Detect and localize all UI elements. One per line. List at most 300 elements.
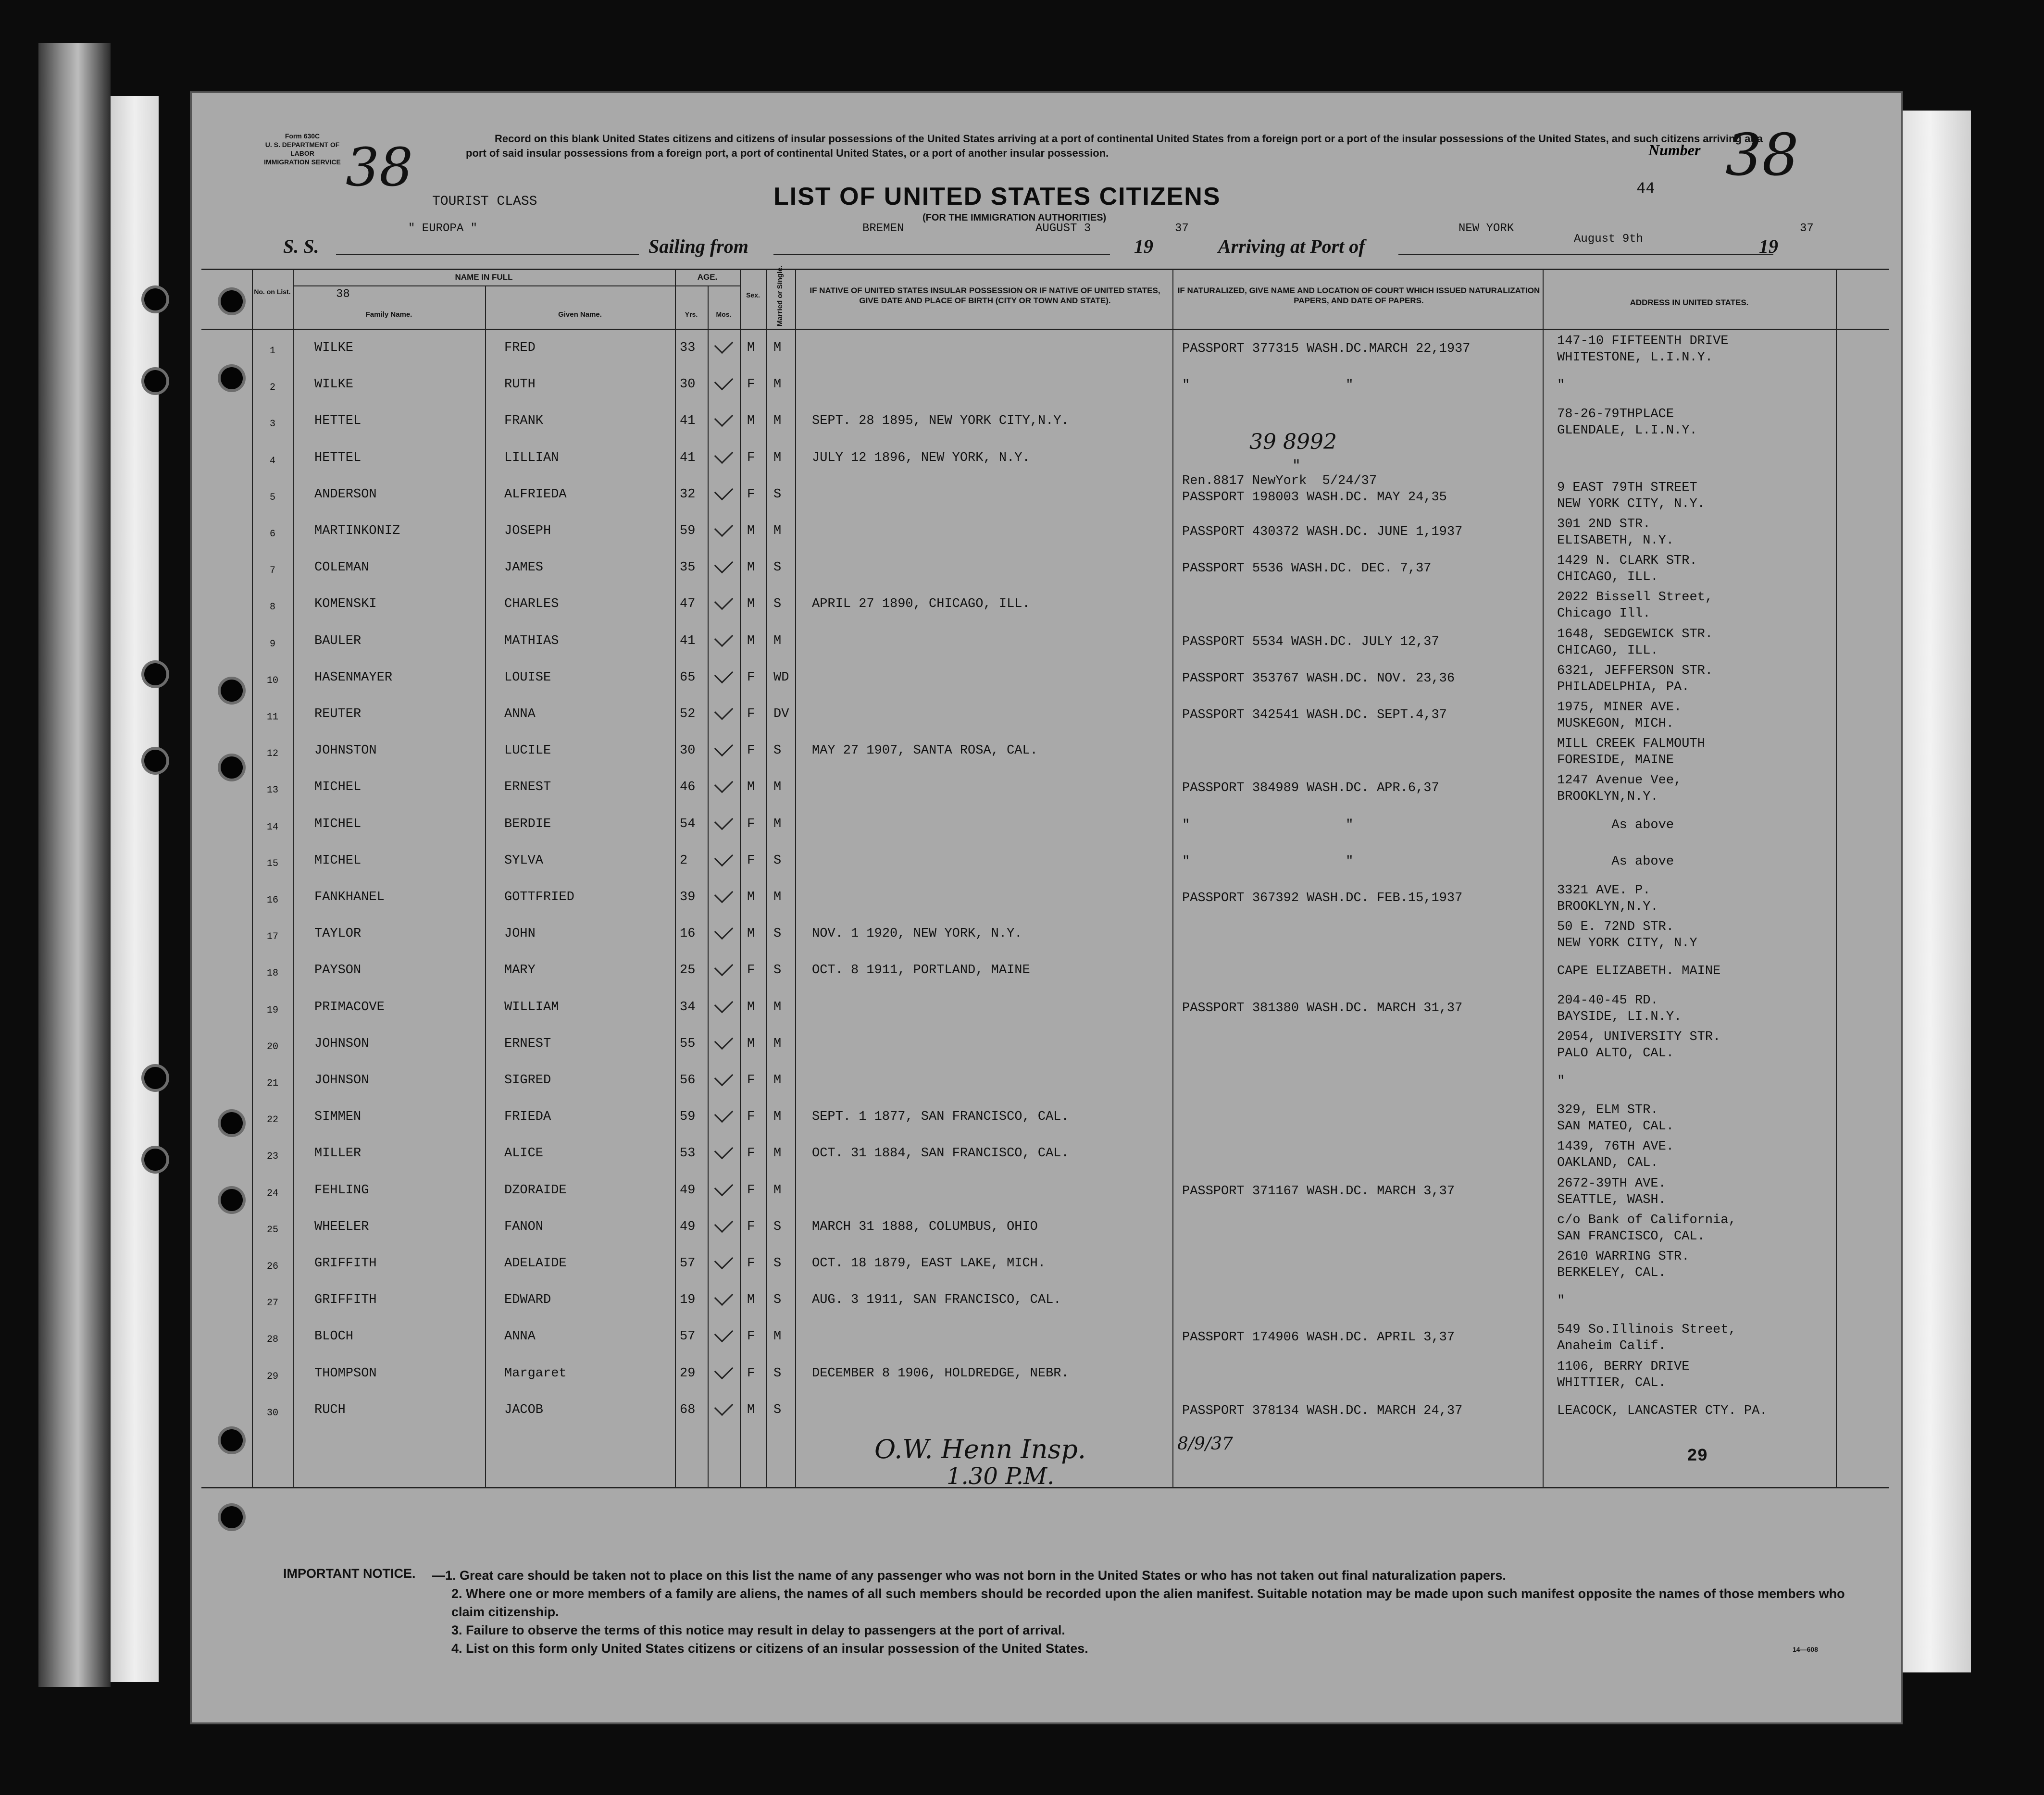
- arriving-port: NEW YORK: [1458, 222, 1514, 235]
- given-name: FRIEDA: [504, 1110, 551, 1125]
- table-row: [192, 990, 1901, 1027]
- family-name: FANKHANEL: [314, 890, 385, 904]
- check-mark-icon: [714, 701, 734, 720]
- marital-status: S: [773, 1219, 782, 1234]
- sex: M: [747, 1000, 755, 1015]
- sex: F: [747, 743, 755, 758]
- row-number: 11: [266, 712, 278, 723]
- address: 2054, UNIVERSITY STR. PALO ALTO, CAL.: [1557, 1029, 1721, 1061]
- address: As above: [1557, 817, 1674, 832]
- age-years: 39: [680, 890, 696, 904]
- sex: M: [747, 1402, 755, 1417]
- naturalization: PASSPORT 377315 WASH.DC.MARCH 22,1937: [1182, 342, 1471, 356]
- notice-item-1: —1. Great care should be taken not to place on this list the name of any passenger who was not born in the United States or who has not taken out final naturalization papers.: [432, 1568, 1506, 1583]
- instructions: Record on this blank United States citizens and citizens of insular possessions of the United States arriving at a port of continental United States from a foreign port or a port of the insular possessions of the United States, and such citizens arriving at a port of said insular possessions from a foreign port, a port of continental United States, or a port of another insular possession.: [466, 133, 1763, 159]
- table-row: [192, 1100, 1901, 1137]
- given-name: JOSEPH: [504, 524, 551, 538]
- page-hole: [221, 1506, 243, 1528]
- arriving-date: August 9th: [1574, 233, 1644, 246]
- marital-status: DV: [773, 707, 789, 721]
- marital-status: S: [773, 487, 782, 502]
- row-number: 17: [266, 931, 278, 943]
- given-name: MARY: [504, 963, 536, 978]
- family-name: MICHEL: [314, 853, 361, 868]
- address: 2610 WARRING STR. BERKELEY, CAL.: [1557, 1250, 1690, 1280]
- age-years: 55: [680, 1036, 696, 1051]
- birth-place: JULY 12 1896, NEW YORK, N.Y.: [812, 450, 1030, 465]
- given-name: ANNA: [504, 1329, 536, 1344]
- col-name-in-full: NAME IN FULL: [455, 272, 513, 282]
- row-number: 12: [266, 748, 278, 760]
- family-name: GRIFFITH: [314, 1256, 377, 1271]
- row-number: 4: [269, 455, 275, 467]
- table-row: [192, 1137, 1901, 1173]
- address: 549 So.Illinois Street, Anaheim Calif.: [1557, 1323, 1736, 1354]
- family-name: KOMENSKI: [314, 597, 377, 612]
- sex: F: [747, 707, 755, 721]
- inspector-date: 8/9/37: [1177, 1434, 1233, 1454]
- table-row: [192, 1064, 1901, 1100]
- address: 1975, MINER AVE. MUSKEGON, MICH.: [1557, 700, 1682, 731]
- family-name: WILKE: [314, 377, 354, 392]
- check-mark-icon: [714, 1397, 734, 1416]
- notice-item-3: 3. Failure to observe the terms of this notice may result in delay to passengers at the port of arrival.: [451, 1623, 1065, 1637]
- address: 1439, 76TH AVE. OAKLAND, CAL.: [1557, 1139, 1674, 1171]
- family-name: MICHEL: [314, 817, 361, 831]
- family-name: HETTEL: [314, 450, 361, 465]
- birth-place: OCT. 18 1879, EAST LAKE, MICH.: [812, 1256, 1046, 1271]
- given-name: LOUISE: [504, 670, 551, 685]
- sailing-year-prefix: 19: [1134, 235, 1153, 257]
- sex: F: [747, 853, 755, 868]
- table-row: [192, 473, 1901, 514]
- page-hole: [221, 290, 243, 312]
- table-row: [192, 807, 1901, 844]
- sex: F: [747, 1183, 755, 1198]
- address: 3321 AVE. P. BROOKLYN,N.Y.: [1557, 883, 1658, 914]
- family-name: ANDERSON: [314, 487, 377, 502]
- address: 147-10 FIFTEENTH DRIVE WHITESTONE, L.I.N.Y.: [1557, 334, 1729, 365]
- marital-status: M: [773, 780, 782, 795]
- age-years: 2: [680, 853, 688, 868]
- row-number: 30: [266, 1407, 278, 1419]
- row-number: 9: [269, 638, 275, 650]
- sex: M: [747, 633, 755, 648]
- check-mark-icon: [714, 1250, 734, 1270]
- check-mark-icon: [714, 628, 734, 647]
- address: 301 2ND STR. ELISABETH, N.Y.: [1557, 517, 1674, 548]
- family-name: SIMMEN: [314, 1110, 361, 1125]
- family-name: GRIFFITH: [314, 1293, 377, 1308]
- check-mark-icon: [714, 591, 734, 610]
- row-number: 14: [266, 821, 278, 833]
- sailing-port: BREMEN: [862, 222, 904, 235]
- naturalization: " ": [1182, 378, 1354, 393]
- address: LEACOCK, LANCASTER CTY. PA.: [1557, 1403, 1768, 1418]
- family-name: JOHNSTON: [314, 743, 377, 758]
- sex: F: [747, 1110, 755, 1125]
- marital-status: M: [773, 1036, 782, 1051]
- naturalization: PASSPORT 353767 WASH.DC. NOV. 23,36: [1182, 671, 1455, 686]
- table-row: [192, 1357, 1901, 1393]
- marital-status: S: [773, 963, 782, 978]
- family-name: WILKE: [314, 341, 354, 355]
- row-number: 21: [266, 1078, 278, 1089]
- age-years: 41: [680, 414, 696, 429]
- sailing-date: AUGUST 3: [1035, 222, 1091, 235]
- table-row: [192, 404, 1901, 441]
- col-no: No. on List.: [254, 288, 291, 296]
- address: ": [1557, 378, 1565, 393]
- check-mark-icon: [714, 518, 734, 537]
- birth-place: OCT. 8 1911, PORTLAND, MAINE: [812, 963, 1030, 978]
- col-mos: Mos.: [716, 310, 732, 318]
- naturalization: " ": [1182, 854, 1354, 869]
- check-mark-icon: [714, 1213, 734, 1233]
- marital-status: M: [773, 1329, 782, 1344]
- age-years: 47: [680, 597, 696, 612]
- check-mark-icon: [714, 1030, 734, 1050]
- sex: M: [747, 927, 755, 941]
- marital-status: M: [773, 414, 782, 429]
- binder-hole: [144, 750, 166, 772]
- marital-status: S: [773, 1256, 782, 1271]
- naturalization: Ren.8817 NewYork 5/24/37 PASSPORT 198003 WASH.DC. MAY 24,35: [1182, 473, 1447, 505]
- age-years: 35: [680, 560, 696, 575]
- birth-place: APRIL 27 1890, CHICAGO, ILL.: [812, 597, 1030, 612]
- address: 1429 N. CLARK STR. CHICAGO, ILL.: [1557, 554, 1697, 585]
- sex: M: [747, 780, 755, 795]
- row-number: 25: [266, 1224, 278, 1236]
- address: 6321, JEFFERSON STR. PHILADELPHIA, PA.: [1557, 663, 1713, 694]
- check-mark-icon: [714, 1324, 734, 1343]
- given-name: ERNEST: [504, 780, 551, 795]
- marital-status: S: [773, 560, 782, 575]
- naturalization: PASSPORT 381380 WASH.DC. MARCH 31,37: [1182, 1001, 1463, 1015]
- address: c/o Bank of California, SAN FRANCISCO, CAL.: [1557, 1213, 1736, 1244]
- check-mark-icon: [714, 408, 734, 427]
- given-name: RUTH: [504, 377, 536, 392]
- given-name: JAMES: [504, 560, 544, 575]
- row-number: 3: [269, 419, 275, 430]
- family-name: THOMPSON: [314, 1366, 377, 1381]
- ss-label: S. S.: [283, 235, 319, 257]
- check-mark-icon: [714, 847, 734, 867]
- sex: M: [747, 341, 755, 355]
- sex: F: [747, 1329, 755, 1344]
- given-name: WILLIAM: [504, 1000, 559, 1015]
- marital-status: M: [773, 890, 782, 904]
- handwritten-ditto: ": [1293, 456, 1300, 475]
- check-mark-icon: [714, 664, 734, 683]
- sex: F: [747, 1219, 755, 1234]
- number-value: 38: [1725, 122, 1799, 189]
- sex: M: [747, 524, 755, 538]
- col-given-name: Given Name.: [558, 310, 602, 319]
- given-name: LILLIAN: [504, 450, 559, 465]
- table-row: [192, 1247, 1901, 1283]
- check-mark-icon: [714, 1287, 734, 1306]
- arriving-year-prefix: 19: [1759, 235, 1778, 257]
- col-married: Married or Single.: [776, 265, 784, 326]
- marital-status: S: [773, 597, 782, 612]
- address: 50 E. 72ND STR. NEW YORK CITY, N.Y: [1557, 920, 1697, 951]
- table-row: [192, 1320, 1901, 1356]
- col-family-name: Family Name.: [365, 310, 412, 319]
- table-row: [192, 770, 1901, 807]
- class: TOURIST CLASS: [432, 194, 537, 209]
- table-row: [192, 331, 1901, 368]
- marital-status: M: [773, 377, 782, 392]
- row-number: 20: [266, 1041, 278, 1052]
- table-row: [192, 514, 1901, 551]
- age-years: 56: [680, 1073, 696, 1088]
- given-name: ERNEST: [504, 1036, 551, 1051]
- marital-status: M: [773, 1110, 782, 1125]
- family-name: TAYLOR: [314, 927, 361, 941]
- form-id: [254, 132, 350, 166]
- row-number: 27: [266, 1298, 278, 1309]
- age-years: 59: [680, 524, 696, 538]
- marital-status: S: [773, 743, 782, 758]
- check-mark-icon: [714, 774, 734, 793]
- age-years: 32: [680, 487, 696, 502]
- address: 9 EAST 79TH STREET NEW YORK CITY, N.Y.: [1557, 480, 1705, 511]
- page-subtitle: (FOR THE IMMIGRATION AUTHORITIES): [922, 212, 1107, 223]
- row-number: 19: [266, 1004, 278, 1016]
- age-years: 53: [680, 1146, 696, 1161]
- family-name: COLEMAN: [314, 560, 369, 575]
- arriving-label: Arriving at Port of: [1218, 235, 1365, 257]
- row-number: 23: [266, 1151, 278, 1163]
- row-number: 29: [266, 1371, 278, 1382]
- row-number: 6: [269, 529, 275, 540]
- check-mark-icon: [714, 1067, 734, 1087]
- marital-status: M: [773, 524, 782, 538]
- list-number-handwritten: 38: [346, 136, 413, 198]
- age-years: 54: [680, 817, 696, 831]
- age-years: 16: [680, 927, 696, 941]
- inspector-time: 1.30 P.M.: [947, 1463, 1055, 1490]
- check-mark-icon: [714, 335, 734, 354]
- table-row: [192, 1283, 1901, 1320]
- table-row: [192, 844, 1901, 880]
- marital-status: WD: [773, 670, 789, 685]
- check-mark-icon: [714, 1177, 734, 1196]
- naturalization: PASSPORT 5536 WASH.DC. DEC. 7,37: [1182, 561, 1432, 576]
- binder-hole: [144, 663, 166, 685]
- sex: F: [747, 1256, 755, 1271]
- marital-status: M: [773, 817, 782, 831]
- given-name: DZORAIDE: [504, 1183, 567, 1198]
- row-number: 1: [269, 346, 275, 357]
- given-name: EDWARD: [504, 1293, 551, 1308]
- address: 1247 Avenue Vee, BROOKLYN,N.Y.: [1557, 773, 1682, 805]
- address: 1106, BERRY DRIVE WHITTIER, CAL.: [1557, 1359, 1690, 1390]
- given-name: Margaret: [504, 1366, 567, 1381]
- table-row: [192, 734, 1901, 770]
- age-years: 30: [680, 377, 696, 392]
- check-mark-icon: [714, 957, 734, 977]
- form-number: Form 630C: [285, 132, 320, 140]
- given-name: JOHN: [504, 927, 536, 941]
- given-name: JACOB: [504, 1402, 544, 1417]
- naturalization: PASSPORT 174906 WASH.DC. APRIL 3,37: [1182, 1330, 1455, 1345]
- address: ": [1557, 1294, 1565, 1309]
- check-mark-icon: [714, 738, 734, 757]
- binder-page-edge: [111, 96, 159, 1682]
- col-birth: IF NATIVE OF UNITED STATES INSULAR POSSESSION OR IF NATIVE OF UNITED STATES, GIVE DATE AND PLACE OF BIRTH (CITY OR TOWN AND STATE).: [810, 286, 1160, 305]
- given-name: ALFRIEDA: [504, 487, 567, 502]
- row-number: 13: [266, 785, 278, 796]
- row-number: 8: [269, 602, 275, 613]
- table-row: [192, 661, 1901, 697]
- check-mark-icon: [714, 994, 734, 1013]
- age-years: 30: [680, 743, 696, 758]
- check-mark-icon: [714, 555, 734, 574]
- marital-status: M: [773, 633, 782, 648]
- table-row: [192, 1393, 1901, 1430]
- address: CAPE ELIZABETH. MAINE: [1557, 964, 1721, 979]
- inspector-signature: O.W. Henn Insp.: [874, 1434, 1086, 1464]
- address: 329, ELM STR. SAN MATEO, CAL.: [1557, 1103, 1674, 1134]
- given-name: ANNA: [504, 707, 536, 721]
- marital-status: S: [773, 1402, 782, 1417]
- birth-place: SEPT. 1 1877, SAN FRANCISCO, CAL.: [812, 1110, 1069, 1125]
- row-number: 5: [269, 492, 275, 503]
- marital-status: S: [773, 927, 782, 941]
- table-row: [192, 441, 1901, 478]
- binder-hole: [144, 1067, 166, 1089]
- marital-status: M: [773, 1146, 782, 1161]
- marital-status: M: [773, 341, 782, 355]
- family-name: BAULER: [314, 633, 361, 648]
- given-name: CHARLES: [504, 597, 559, 612]
- marital-status: M: [773, 1073, 782, 1088]
- address: 78-26-79THPLACE GLENDALE, L.I.N.Y.: [1557, 407, 1697, 438]
- row-number: 28: [266, 1334, 278, 1346]
- age-years: 49: [680, 1183, 696, 1198]
- given-name: SIGRED: [504, 1073, 551, 1088]
- family-name: BLOCH: [314, 1329, 354, 1344]
- naturalization: PASSPORT 378134 WASH.DC. MARCH 24,37: [1182, 1403, 1463, 1418]
- col-yrs: Yrs.: [685, 310, 698, 318]
- given-name: FRANK: [504, 414, 544, 429]
- age-years: 41: [680, 633, 696, 648]
- family-name: PRIMACOVE: [314, 1000, 385, 1015]
- sailing-label: Sailing from: [648, 235, 748, 257]
- binder-hole: [144, 370, 166, 392]
- given-name: SYLVA: [504, 853, 544, 868]
- table-row: [192, 624, 1901, 661]
- family-name: REUTER: [314, 707, 361, 721]
- sex: M: [747, 890, 755, 904]
- table-row: [192, 917, 1901, 953]
- birth-place: MARCH 31 1888, COLUMBUS, OHIO: [812, 1219, 1038, 1234]
- sex: F: [747, 450, 755, 465]
- age-years: 52: [680, 707, 696, 721]
- age-years: 25: [680, 963, 696, 978]
- family-name: FEHLING: [314, 1183, 369, 1198]
- row-number: 26: [266, 1261, 278, 1272]
- naturalization: PASSPORT 342541 WASH.DC. SEPT.4,37: [1182, 708, 1447, 722]
- family-name: RUCH: [314, 1402, 346, 1417]
- family-name: MILLER: [314, 1146, 361, 1161]
- binder-strip-left: [38, 43, 111, 1687]
- given-name: LUCILE: [504, 743, 551, 758]
- address: 1648, SEDGEWICK STR. CHICAGO, ILL.: [1557, 627, 1713, 658]
- check-mark-icon: [714, 1104, 734, 1123]
- table-row: [192, 368, 1901, 404]
- number-aux: 44: [1636, 180, 1655, 198]
- age-years: 34: [680, 1000, 696, 1015]
- naturalization: PASSPORT 367392 WASH.DC. FEB.15,1937: [1182, 891, 1463, 905]
- notice-item-4: 4. List on this form only United States citizens or citizens of an insular possession of the United States.: [451, 1641, 1088, 1656]
- check-mark-icon: [714, 1140, 734, 1160]
- naturalization: " ": [1182, 817, 1354, 832]
- age-years: 33: [680, 341, 696, 355]
- address: 204-40-45 RD. BAYSIDE, LI.N.Y.: [1557, 993, 1682, 1024]
- age-years: 59: [680, 1110, 696, 1125]
- manifest-page: [190, 91, 1903, 1724]
- family-name: WHEELER: [314, 1219, 369, 1234]
- table-row: [192, 697, 1901, 734]
- footer-code: 14—608: [1793, 1646, 1818, 1653]
- age-years: 68: [680, 1402, 696, 1417]
- family-name: PAYSON: [314, 963, 361, 978]
- sex: F: [747, 1146, 755, 1161]
- check-mark-icon: [714, 921, 734, 940]
- marital-status: M: [773, 1183, 782, 1198]
- age-years: 41: [680, 450, 696, 465]
- sex: F: [747, 817, 755, 831]
- address: 2022 Bissell Street, Chicago Ill.: [1557, 590, 1713, 621]
- col-age: AGE.: [697, 272, 718, 282]
- row-number: 2: [269, 382, 275, 394]
- birth-place: SEPT. 28 1895, NEW YORK CITY,N.Y.: [812, 414, 1069, 429]
- handwritten-passport-number: 39 8992: [1249, 430, 1337, 454]
- birth-place: OCT. 31 1884, SAN FRANCISCO, CAL.: [812, 1146, 1069, 1161]
- check-mark-icon: [714, 1360, 734, 1379]
- marital-status: M: [773, 450, 782, 465]
- given-name: FANON: [504, 1219, 544, 1234]
- col-sex: Sex.: [746, 291, 760, 299]
- birth-place: DECEMBER 8 1906, HOLDREDGE, NEBR.: [812, 1366, 1069, 1381]
- ship-name: " EUROPA ": [408, 222, 478, 235]
- col-address: ADDRESS IN UNITED STATES.: [1630, 298, 1749, 307]
- notice-item-2: 2. Where one or more members of a family are aliens, the names of all such members should be recorded upon the alien manifest. Suitable notation may be made upon such manifest opposite the names of those members who claim citizenship.: [451, 1586, 1845, 1619]
- col-naturalized: IF NATURALIZED, GIVE NAME AND LOCATION OF COURT WHICH ISSUED NATURALIZATION PAPERS, AND DATE OF PAPERS.: [1177, 286, 1540, 305]
- age-years: 57: [680, 1256, 696, 1271]
- given-name: ADELAIDE: [504, 1256, 567, 1271]
- birth-place: MAY 27 1907, SANTA ROSA, CAL.: [812, 743, 1038, 758]
- form-service: IMMIGRATION SERVICE: [264, 158, 341, 166]
- binder-hole: [144, 1149, 166, 1171]
- check-mark-icon: [714, 481, 734, 500]
- sex: F: [747, 1073, 755, 1088]
- age-years: 65: [680, 670, 696, 685]
- address: 2672-39TH AVE. SEATTLE, WASH.: [1557, 1176, 1666, 1207]
- address: MILL CREEK FALMOUTH FORESIDE, MAINE: [1557, 737, 1705, 768]
- marital-status: S: [773, 1366, 782, 1381]
- total-count: 29: [1687, 1446, 1708, 1466]
- row-number: 18: [266, 968, 278, 979]
- form-department: U. S. DEPARTMENT OF LABOR: [265, 141, 340, 157]
- row-number: 7: [269, 565, 275, 577]
- given-name: GOTTFRIED: [504, 890, 574, 904]
- row-number: 22: [266, 1114, 278, 1126]
- table-row: [192, 880, 1901, 917]
